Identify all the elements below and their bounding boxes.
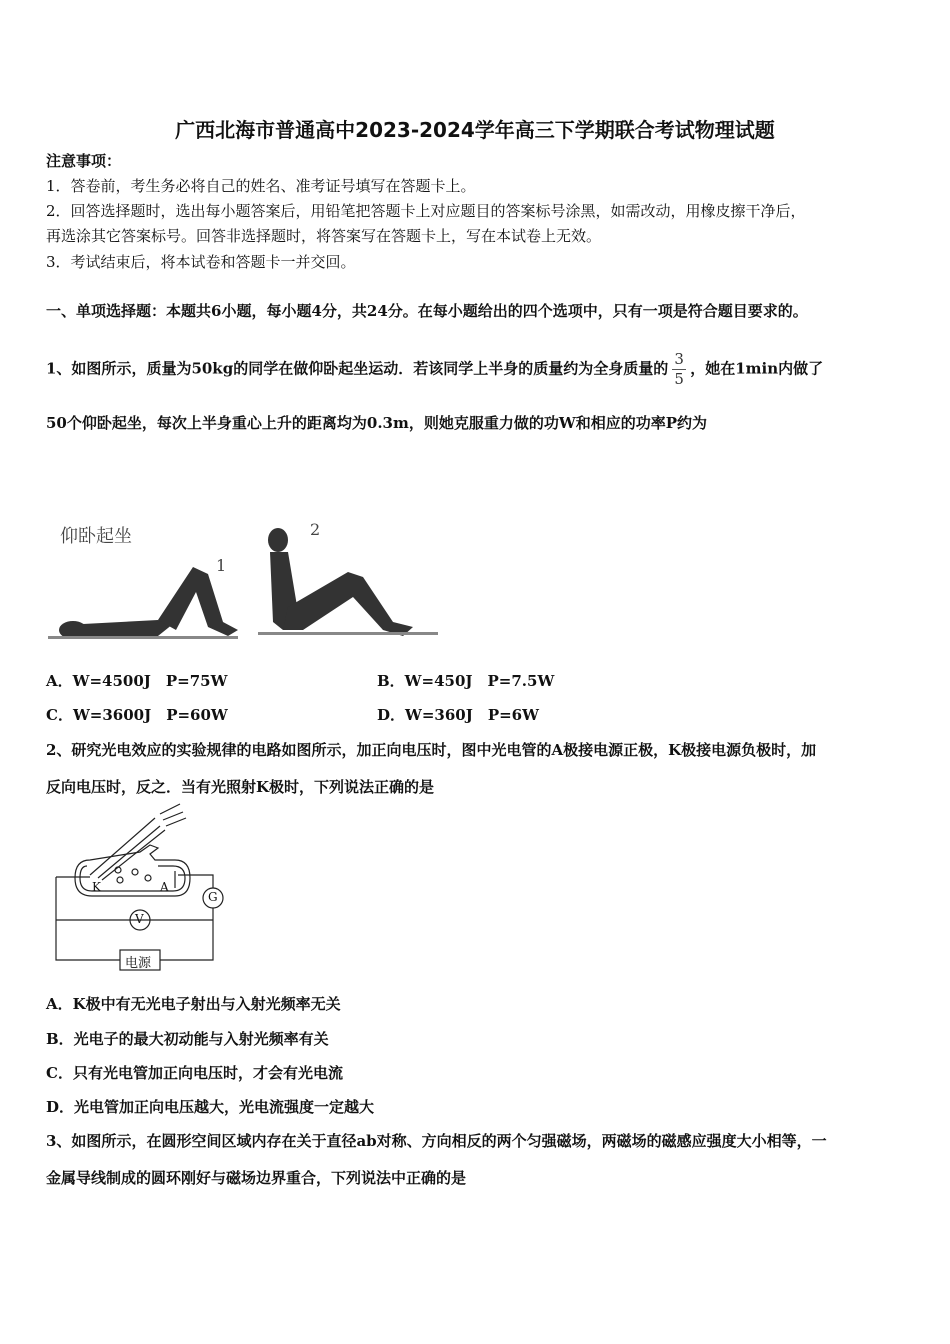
fraction-numerator: 3 — [674, 350, 684, 368]
figure-label-1: 1 — [216, 556, 227, 575]
page-title: 广西北海市普通高中2023-2024学年高三下学期联合考试物理试题 — [175, 118, 775, 142]
q1-text-a: 1、如图所示，质量为50kg的同学在做仰卧起坐运动．若该同学上半身的质量约为全身质量的 — [46, 359, 669, 378]
notice-item: 3．考试结束后，将本试卷和答题卡一并交回。 — [46, 253, 356, 271]
photoelectric-circuit-figure — [40, 800, 240, 980]
label-a: A — [160, 880, 169, 894]
fraction — [672, 351, 686, 388]
figure-label-2: 2 — [310, 520, 321, 539]
fraction-denominator: 5 — [674, 370, 684, 388]
figure-caption: 仰卧起坐 — [60, 526, 132, 547]
notice-heading: 注意事项： — [46, 152, 122, 170]
q1-option-c: C．W=3600J P=60W — [46, 706, 228, 724]
q1-option-b: B．W=450J P=7.5W — [377, 672, 555, 690]
q3-line2: 金属导线制成的圆环刚好与磁场边界重合，下列说法中正确的是 — [46, 1169, 467, 1187]
q2-option-a: A．K极中有无光电子射出与入射光频率无关 — [46, 995, 341, 1013]
q2-line2: 反向电压时，反之．当有光照射K极时，下列说法正确的是 — [46, 778, 435, 796]
notice-item: 2．回答选择题时，选出每小题答案后，用铅笔把答题卡上对应题目的答案标号涂黑，如需改动，用橡皮擦干净后， — [46, 202, 806, 220]
q1-text-b: ，她在1min内做了 — [690, 359, 824, 378]
q2-option-b: B．光电子的最大初动能与入射光频率有关 — [46, 1030, 329, 1048]
q1-line1 — [46, 351, 823, 388]
q2-line1: 2、研究光电效应的实验规律的电路如图所示，加正向电压时，图中光电管的A极接电源正极，K极接电源负极时，加 — [46, 741, 817, 759]
label-k: K — [92, 880, 101, 894]
notice-item: 1．答卷前，考生务必将自己的姓名、准考证号填写在答题卡上。 — [46, 177, 476, 195]
situp-illustration — [48, 512, 440, 657]
label-g: G — [208, 890, 218, 904]
q1-line2: 50个仰卧起坐，每次上半身重心上升的距离均为0.3m，则她克服重力做的功W和相应的功率P约为 — [46, 414, 707, 432]
situp-figure — [48, 512, 440, 657]
label-v: V — [135, 912, 144, 926]
q1-option-d: D．W=360J P=6W — [377, 706, 539, 724]
q2-option-d: D．光电管加正向电压越大，光电流强度一定越大 — [46, 1098, 375, 1116]
label-power-source: 电源 — [125, 956, 152, 971]
q2-option-c: C．只有光电管加正向电压时，才会有光电流 — [46, 1064, 343, 1082]
notice-item: 再选涂其它答案标号。回答非选择题时，将答案写在答题卡上，写在本试卷上无效。 — [46, 227, 602, 245]
q1-option-a: A．W=4500J P=75W — [46, 672, 228, 690]
section-heading: 一、单项选择题：本题共6小题，每小题4分，共24分。在每小题给出的四个选项中，只有一项是符合题目要求的。 — [46, 302, 808, 320]
q3-line1: 3、如图所示，在圆形空间区域内存在关于直径ab对称、方向相反的两个匀强磁场，两磁场的磁感应强度大小相等，一 — [46, 1132, 827, 1150]
